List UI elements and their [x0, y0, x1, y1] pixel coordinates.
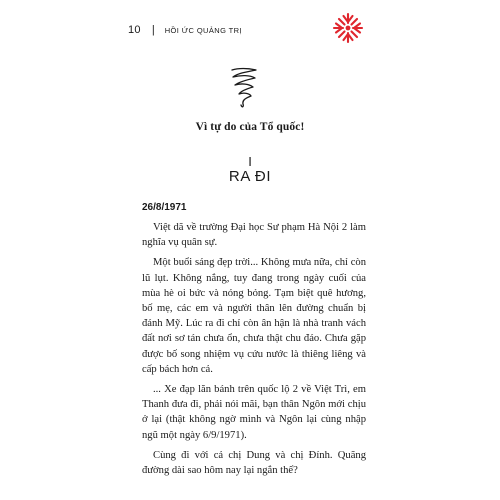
epigraph: Vì tự do của Tổ quốc! — [195, 121, 305, 133]
chapter-title: RA ĐI — [228, 168, 272, 185]
chapter-number: I — [248, 154, 252, 169]
spiral-ornament-icon — [229, 67, 259, 109]
header-separator: | — [151, 24, 155, 36]
entry-date: 26/8/1971 — [142, 202, 187, 213]
running-title: HỒI ỨC QUẢNG TRỊ — [164, 25, 242, 35]
page-number: 10 — [128, 24, 141, 36]
publisher-logo-icon — [331, 11, 365, 45]
paragraph: Một buổi sáng đẹp trời... Không mưa nữa, chỉ còn lũ lụt. Không nắng, tuy đang trong ngày cuối của mùa hè oi bức và nóng bỏng. Tạm biệt quê hương, bố mẹ, các em và người thân lên đường chuẩn bị đánh Mỹ. Lúc ra đi chỉ còn ân hận là nhà tranh vách đất nơi sơ tán chưa ổn, chưa thật chu đáo. Chưa gặp được bố song nhiệm vụ cứu nước là thiêng liêng và cấp bách hơn cả. — [142, 257, 366, 375]
page-header — [128, 24, 242, 36]
paragraph: Việt dã về trường Đại học Sư phạm Hà Nội 2 làm nghĩa vụ quân sự. — [142, 222, 366, 249]
paragraph: Cùng đi với cả chị Dung và chị Đính. Quãng đường dài sao hôm nay lại ngắn thế? — [142, 449, 366, 477]
paragraph: ... Xe đạp lăn bánh trên quốc lộ 2 về Việt Trì, em Thanh đưa đi, phải nói mãi, bạn thân Ngôn mới chịu ở lại (thật không ngờ mình và Ngôn lại cùng nhập ngũ một ngày 6/9/1971). — [142, 384, 366, 441]
body-text — [142, 220, 366, 478]
